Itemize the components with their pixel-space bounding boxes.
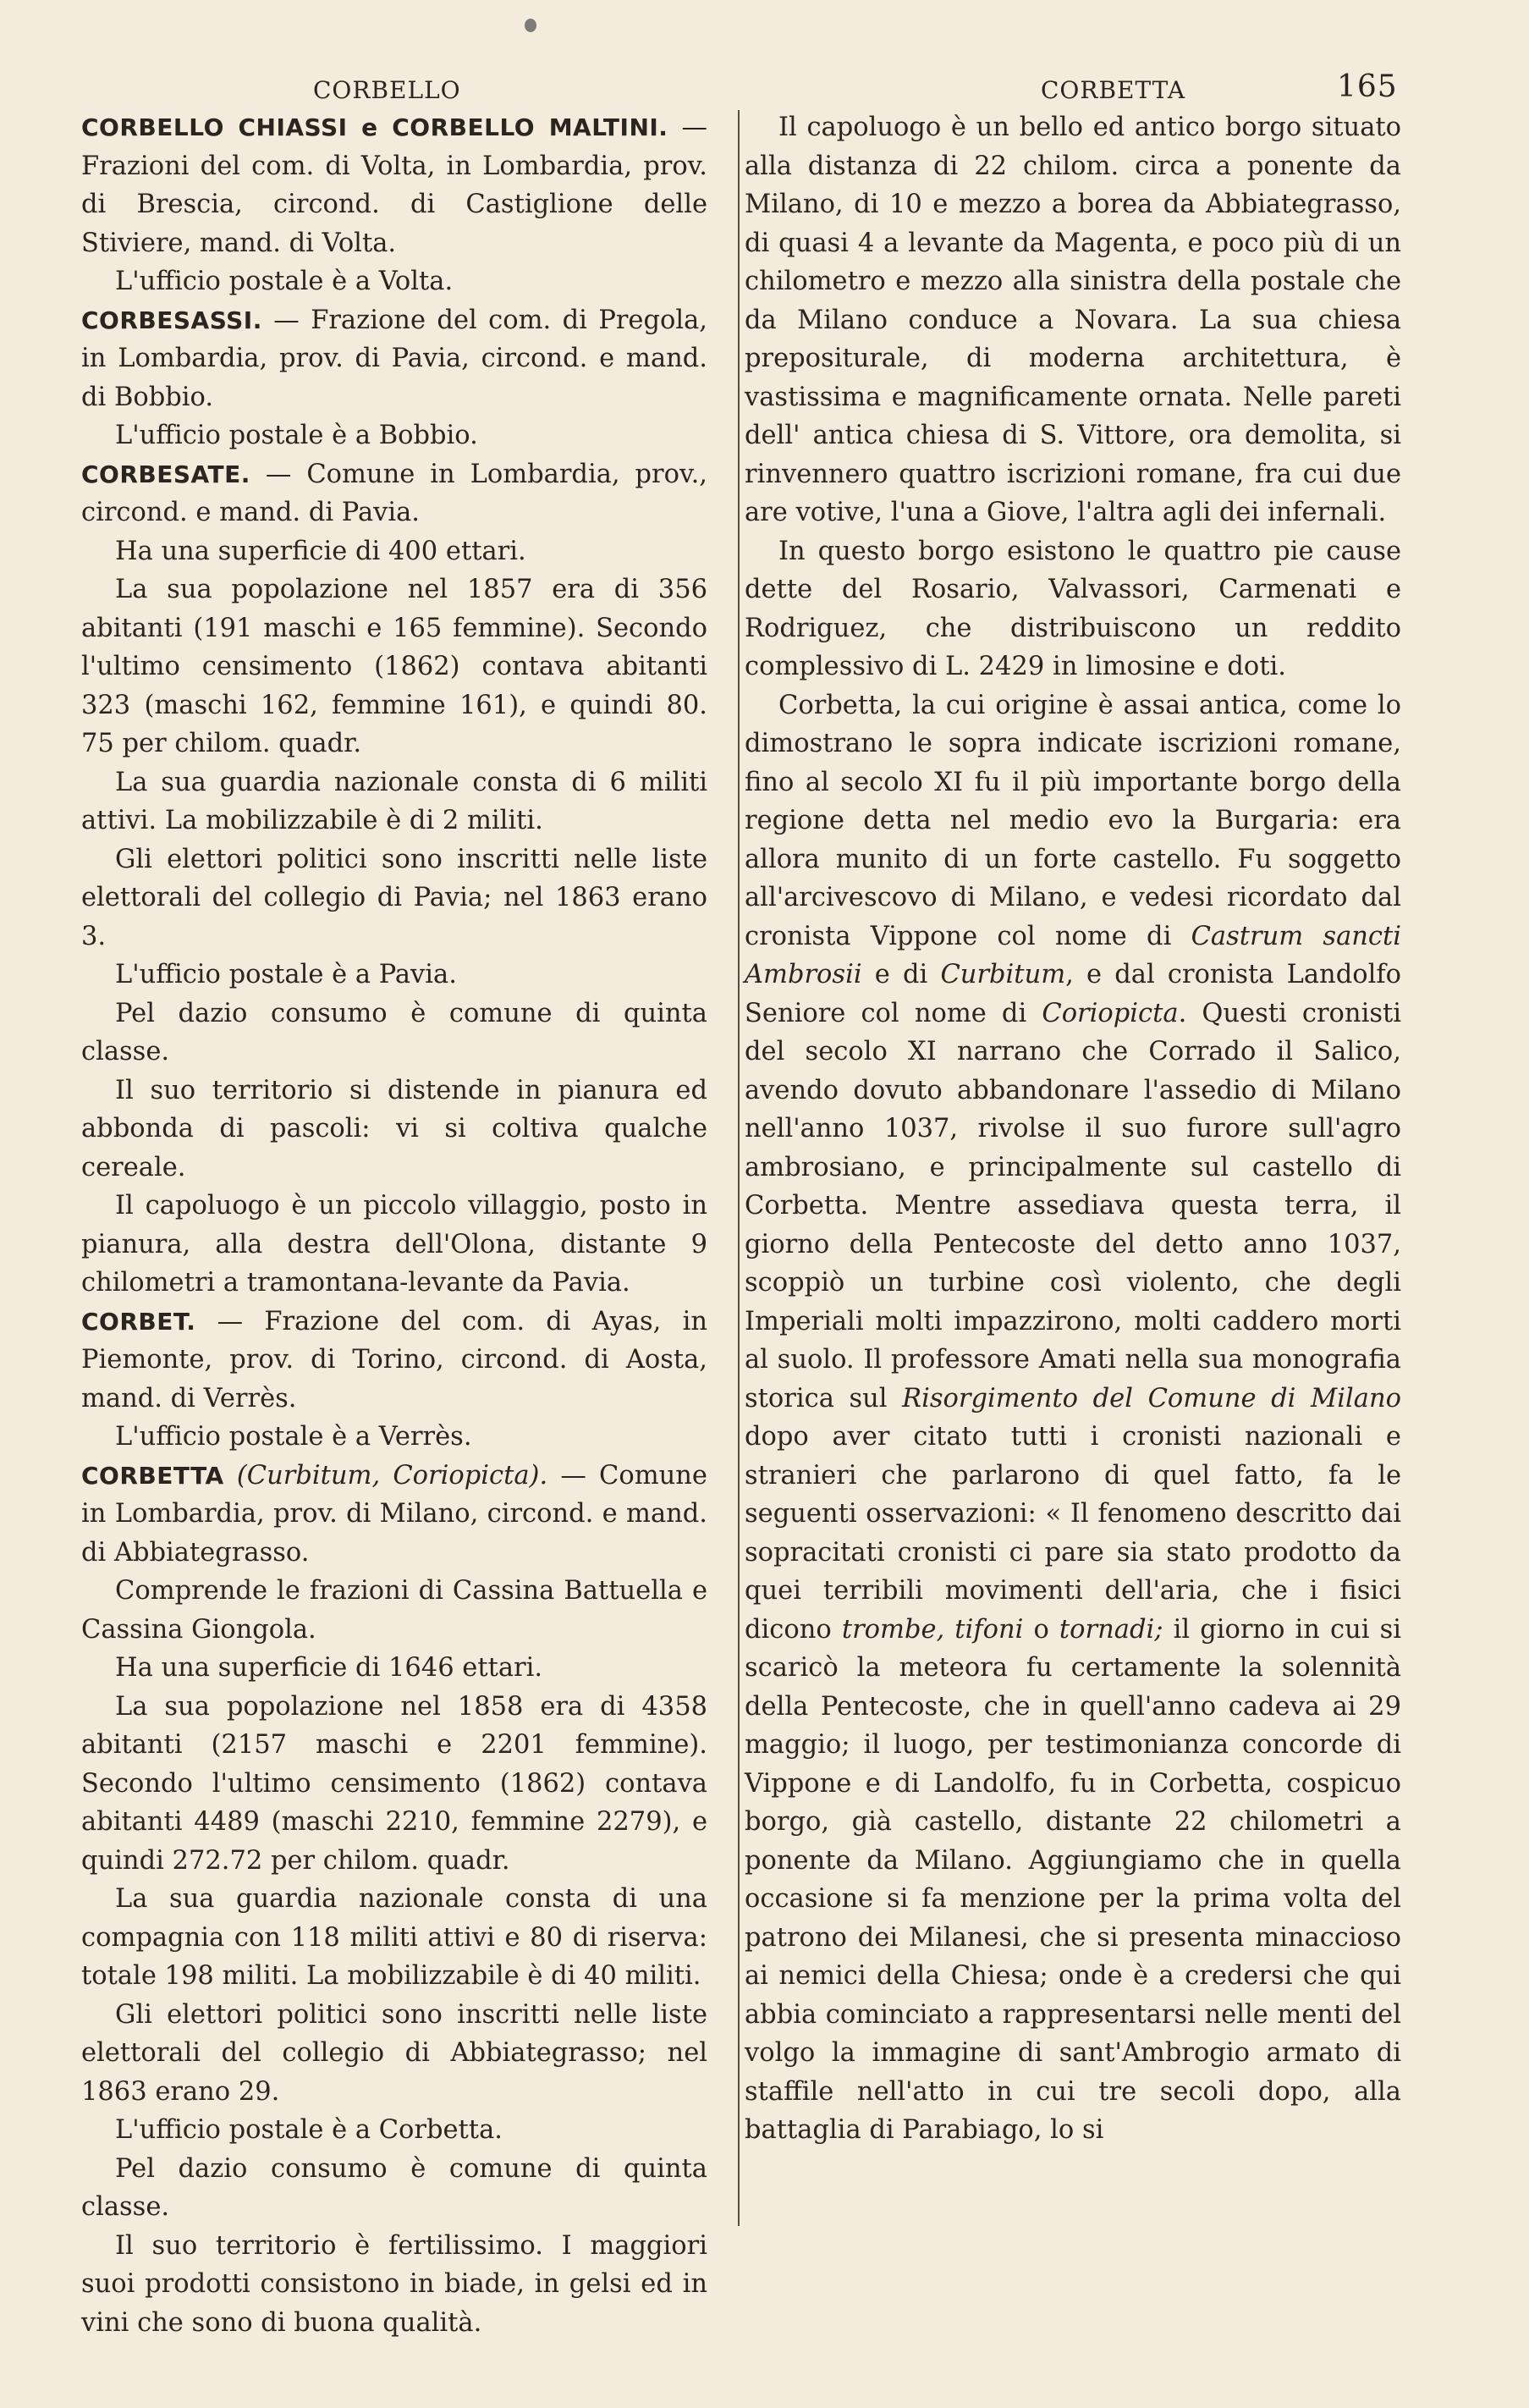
paragraph	[81, 455, 707, 532]
entry-text: e di	[861, 960, 941, 989]
paragraph	[81, 570, 707, 763]
paragraph	[81, 416, 707, 455]
ink-spot	[525, 19, 536, 32]
entry-text: Gli elettori politici sono inscritti nelle liste elettorali del collegio di Pavia; nel 1863 erano 3.	[81, 844, 707, 951]
paragraph	[81, 2227, 707, 2343]
entry-text: Il suo territorio è fertilissimo. I maggiori suoi prodotti consistono in biade, in gelsi ed in vini che sono di buona qualità.	[81, 2230, 707, 2338]
right-column	[745, 108, 1401, 2150]
left-column	[81, 108, 707, 2342]
entry-headword: CORBELLO CHIASSI e CORBELLO MALTINI.	[81, 113, 668, 141]
entry-text: — Frazione del com. di Pregola, in Lombardia, prov. di Pavia, circond. e mand. di Bobbio.	[81, 305, 707, 412]
running-header	[0, 69, 1529, 112]
paragraph	[81, 1072, 707, 1187]
italic-text: tornadi;	[1059, 1614, 1163, 1645]
paragraph	[81, 1572, 707, 1649]
entry-text: , e dal cronista Landolfo Seniore col nome di	[745, 960, 1401, 1028]
paragraph	[81, 763, 707, 840]
italic-text: Castrum sancti Ambrosii	[745, 921, 1401, 989]
paragraph	[81, 1303, 707, 1419]
paragraph	[81, 108, 707, 262]
page-number: 165	[1337, 69, 1398, 104]
paragraph	[81, 956, 707, 995]
left-running-head: CORBELLO	[313, 76, 461, 104]
entry-text: Comprende le frazioni di Cassina Battuella e Cassina Giongola.	[81, 1576, 707, 1645]
italic-text: Risorgimento del Comune di Milano	[902, 1383, 1401, 1413]
paragraph	[745, 108, 1401, 532]
entry-latin-names: (Curbitum, Coriopicta).	[236, 1460, 548, 1491]
italic-text: Coriopicta	[1042, 998, 1179, 1028]
italic-text: Curbitum	[940, 960, 1066, 989]
entry-text: Ha una superficie di 400 ettari.	[115, 536, 526, 566]
entry-text: il giorno in cui si scaricò la meteora fu certamente la solennità della Pentecoste, che in quell'anno cadeva ai 29 maggio; il luogo, per testimonianza concorde di Vippone e di Landolfo, fu in Corbetta, cospicuo borgo, già castello, distante 22 chilometri a ponente da Milano. Aggiungiamo che in quella occasione si fa menzione per la prima volta del patrono dei Milanesi, che si presenta minaccioso ai nemici della Chiesa; onde è a credersi che qui abbia cominciato a rappresentarsi nelle menti del volgo la immagine di sant'Ambrogio armato di staffile nell'atto in cui tre secoli dopo, alla battaglia di Parabiago, lo si	[745, 1614, 1401, 2145]
entry-headword: CORBESATE.	[81, 460, 250, 488]
entry-text: Corbetta, la cui origine è assai antica, come lo dimostrano le sopra indicate iscrizioni romane, fino al secolo XI fu il più importante borgo della regione detta nel medio evo la Burgaria: era allora munito di un forte castello. Fu soggetto all'arcivescovo di Milano, e vedesi ricordato dal cronista Vippone col nome di	[745, 690, 1401, 951]
paragraph	[81, 1880, 707, 1996]
paragraph	[81, 1187, 707, 1303]
entry-text: L'ufficio postale è a Verrès.	[115, 1422, 472, 1452]
entry-text: — Frazioni del com. di Volta, in Lombardia, prov. di Brescia, circond. di Castiglione delle Stiviere, mand. di Volta.	[81, 113, 708, 258]
entry-text: L'ufficio postale è a Corbetta.	[115, 2115, 503, 2145]
paragraph	[745, 686, 1401, 2150]
entry-text: La sua popolazione nel 1858 era di 4358 abitanti (2157 maschi e 2201 femmine). Secondo l'ultimo censimento (1862) contava abitanti 4489 (maschi 2210, femmine 2279), e quindi 272.72 per chilom. quadr.	[81, 1691, 707, 1876]
paragraph	[81, 301, 707, 417]
entry-text: dopo aver citato tutti i cronisti nazionali e stranieri che parlarono di quel fatto, fa le seguenti osservazioni: « Il fenomeno descritto dai sopracitati cronisti ci pare sia stato prodotto da quei terribili movimenti dell'aria, che i fisici dicono	[745, 1422, 1401, 1645]
italic-text: trombe, tifoni	[841, 1614, 1024, 1645]
entry-text: La sua guardia nazionale consta di una compagnia con 118 militi attivi e 80 di riserva: totale 198 militi. La mobilizzabile è di 40 militi.	[81, 1884, 707, 1991]
paragraph	[81, 1649, 707, 1688]
paragraph	[81, 262, 707, 301]
entry-headword: CORBET.	[81, 1307, 196, 1336]
paragraph	[81, 1418, 707, 1457]
entry-text: In questo borgo esistono le quattro pie cause dette del Rosario, Valvassori, Carmenati e Rodriguez, che distribuiscono un reddito complessivo di L. 2429 in limosine e doti.	[745, 536, 1401, 681]
column-divider	[738, 110, 740, 2226]
entry-text: — Comune in Lombardia, prov., circond. e mand. di Pavia.	[81, 459, 707, 527]
paragraph	[81, 1996, 707, 2112]
right-running-head: CORBETTA	[1041, 76, 1186, 104]
entry-text: La sua guardia nazionale consta di 6 militi attivi. La mobilizzabile è di 2 militi.	[81, 767, 707, 835]
entry-headword: CORBETTA	[81, 1461, 224, 1490]
entry-text: o	[1023, 1614, 1059, 1645]
entry-text: Gli elettori politici sono inscritti nelle liste elettorali del collegio di Abbiategrasso; nel 1863 erano 29.	[81, 1999, 707, 2107]
entry-text: La sua popolazione nel 1857 era di 356 abitanti (191 maschi e 165 femmine). Secondo l'ultimo censimento (1862) contava abitanti 323 (maschi 162, femmine 161), e quindi 80. 75 per chilom. quadr.	[81, 575, 707, 758]
entry-text: — Comune in Lombardia, prov. di Milano, circond. e mand. di Abbiategrasso.	[81, 1460, 707, 1568]
paragraph	[81, 1688, 707, 1881]
entry-text: L'ufficio postale è a Volta.	[115, 267, 454, 296]
paragraph	[81, 995, 707, 1072]
entry-text: L'ufficio postale è a Pavia.	[115, 960, 457, 989]
entry-text: — Frazione del com. di Ayas, in Piemonte, prov. di Torino, circond. di Aosta, mand. di Verrès.	[81, 1306, 707, 1413]
entry-text: Il capoluogo è un bello ed antico borgo situato alla distanza di 22 chilom. circa a ponente da Milano, di 10 e mezzo a borea da Abbiategrasso, di quasi 4 a levante da Magenta, e poco più di un chilometro e mezzo alla sinistra della postale che da Milano conduce a Novara. La sua chiesa prepositurale, di moderna architettura, è vastissima e magnificamente ornata. Nelle pareti dell' antica chiesa di S. Vittore, ora demolita, si rinvennero quattro iscrizioni romane, fra cui due are votive, l'una a Giove, l'altra agli dei infernali.	[745, 113, 1401, 527]
paragraph	[81, 840, 707, 956]
entry-text: Pel dazio consumo è comune di quinta classe.	[81, 998, 707, 1066]
entry-text: . Questi cronisti del secolo XI narrano che Corrado il Salico, avendo dovuto abbandonare l'assedio di Milano nell'anno 1037, rivolse il suo furore sull'agro ambrosiano, e principalmente sul castello di Corbetta. Mentre assediava questa terra, il giorno della Pentecoste del detto anno 1037, scoppiò un turbine così violento, che degli Imperiali molti impazzirono, molti caddero morti al suolo. Il professore Amati nella sua monografia storica sul	[745, 998, 1401, 1413]
paragraph	[745, 532, 1401, 686]
paragraph	[81, 532, 707, 571]
entry-text: L'ufficio postale è a Bobbio.	[115, 421, 478, 450]
paragraph	[81, 2111, 707, 2150]
paragraph	[81, 1457, 707, 1573]
entry-text: Il capoluogo è un piccolo villaggio, posto in pianura, alla destra dell'Olona, distante 9 chilometri a tramontana-levante da Pavia.	[81, 1191, 707, 1298]
entry-text: Pel dazio consumo è comune di quinta classe.	[81, 2153, 707, 2222]
entry-text: Ha una superficie di 1646 ettari.	[115, 1653, 543, 1683]
entry-headword: CORBESASSI.	[81, 306, 262, 334]
paragraph	[81, 2150, 707, 2227]
entry-text: Il suo territorio si distende in pianura ed abbonda di pascoli: vi si coltiva qualche cereale.	[81, 1075, 707, 1182]
